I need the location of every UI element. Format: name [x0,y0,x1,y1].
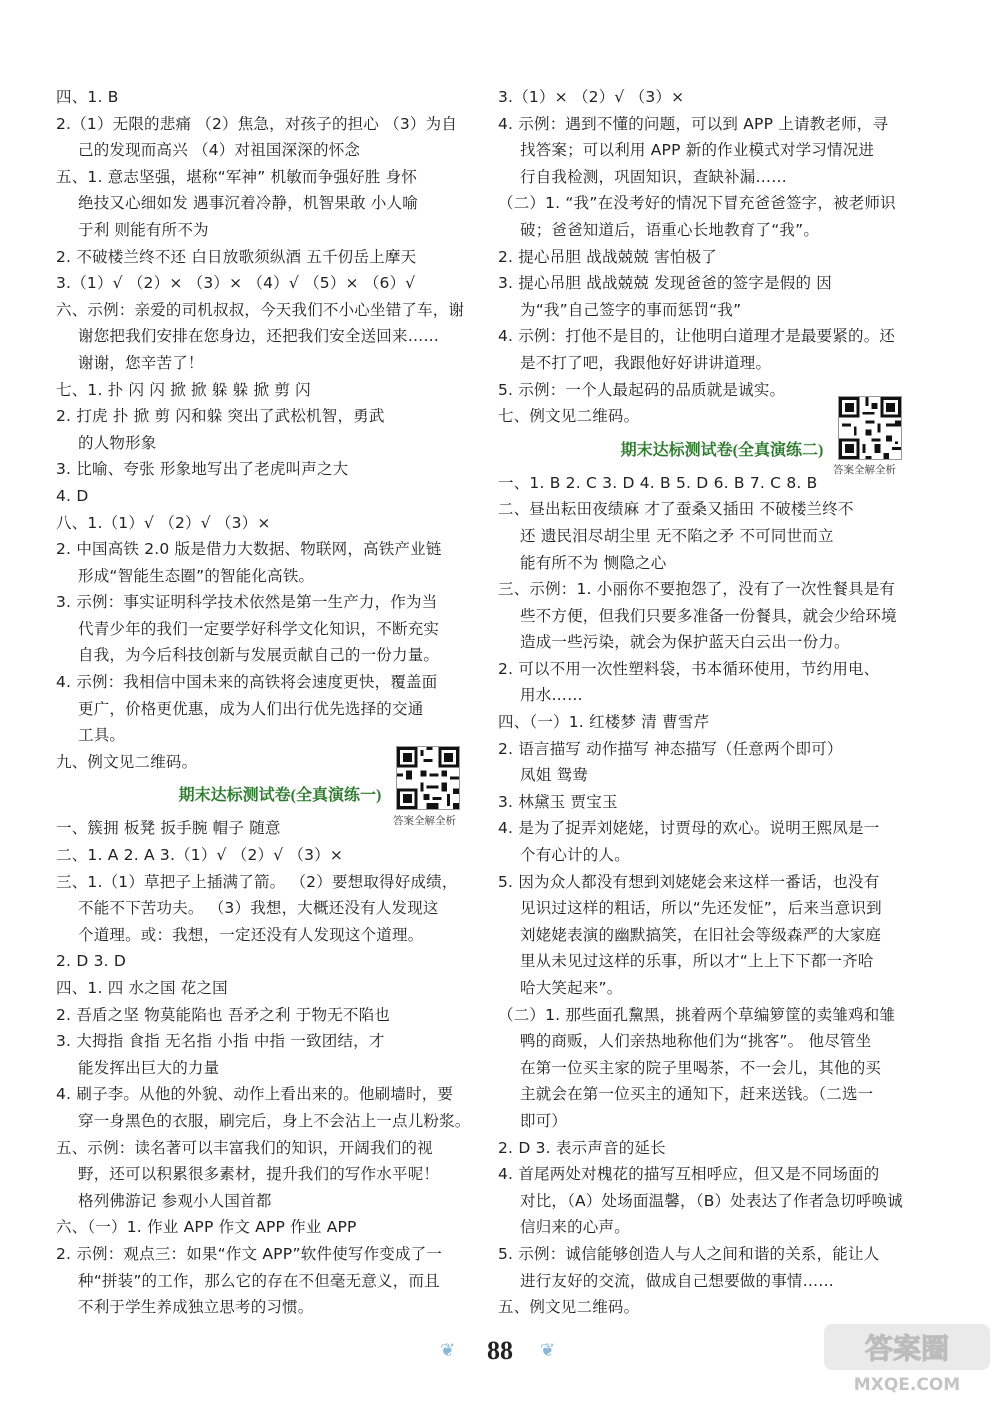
answer-line: 个道理。或：我想，一定还没有人发现这个道理。 [78,925,424,944]
qr-caption: 答案全解全析 [833,464,896,476]
answer-line: 2. 提心吊胆 战战兢兢 害怕极了 [498,247,717,266]
answer-line: 是不打了吧，我跟他好好讲讲道理。 [520,353,772,372]
answer-line: 4. D [56,486,89,505]
answer-line: 己的发现而高兴 （4）对祖国深深的怀念 [78,141,361,160]
answer-line: 4. 示例：打他不是目的，让他明白道理才是最要紧的。还 [498,327,896,346]
answer-line: 三、示例：1. 小丽你不要抱怨了，没有了一次性餐具是有 [498,580,896,599]
answer-line: 谢您把我们安排在您身边，还把我们安全送回来…… [78,327,440,346]
svg-text:MXQE.COM: MXQE.COM [853,1375,961,1395]
answer-line: 3.（1）√ （2）× （3）× （4）√ （5）× （6）√ [56,274,416,293]
answer-line: 五、1. 意志坚强，堪称“军神” 机敏而争强好胜 身怀 [56,167,418,186]
answer-line: 主就会在第一位买主的通知下，赶来送钱。（二选一 [520,1085,874,1104]
watermark-logo [822,1322,992,1396]
qr-code-icon[interactable] [838,396,902,460]
qr-code-icon[interactable] [396,746,460,810]
answer-line: 5. 示例：一个人最起码的品质就是诚实。 [498,380,786,399]
answer-line: 一、1. B 2. C 3. D 4. B 5. D 6. B 7. C 8. B [498,473,818,492]
answer-line: 绝技又心细如发 遇事沉着冷静，机智果敢 小人喻 [78,194,418,213]
answer-line: 八、1.（1）√ （2）√ （3）× [56,513,271,532]
answer-line: 2. 打虎 扑 掀 剪 闪和躲 突出了武松机智，勇武 [56,407,385,426]
answer-line: 五、例文见二维码。 [498,1298,640,1317]
answer-line: 鸭的商贩，人们亲热地称他们为“挑客”。 他尽管坐 [520,1032,872,1051]
qr-caption: 答案全解全析 [393,815,456,827]
answer-line: 行自我检测，巩固知识，查缺补漏…… [520,167,787,186]
answer-line: （二）1. 那些面孔黧黑，挑着两个草编箩筐的卖雏鸡和雏 [498,1005,896,1024]
answer-line: 四、（一）1. 红楼梦 清 曹雪芹 [498,713,710,732]
answer-block [498,84,946,430]
answer-line: 代青少年的我们一定要学好科学文化知识，不断充实 [78,619,440,638]
answer-line: 的人物形象 [78,433,157,452]
answer-line: 2. D 3. 表示声音的延长 [498,1138,666,1157]
answer-line: 3. 大拇指 食指 无名指 小指 中指 一致团结，才 [56,1032,385,1051]
answer-block [56,84,504,775]
answer-line: 2. 示例：观点三：如果“作文 APP”软件使写作变成了一 [56,1244,443,1263]
answer-line: 为“我”自己签字的事而惩罚“我” [520,300,742,319]
answer-line: 五、示例：读名著可以丰富我们的知识，开阔我们的视 [56,1138,433,1157]
answer-line: 2. 可以不用一次性塑料袋，书本循环使用，节约用电、 [498,659,880,678]
answer-line: 2. 吾盾之坚 物莫能陷也 吾矛之利 于物无不陷也 [56,1005,390,1024]
answer-line: 谢谢，您辛苦了！ [78,353,204,372]
answer-line: 2.（1）无限的悲痛 （2）焦急，对孩子的担心 （3）为自 [56,114,458,133]
answer-line: 5. 因为众人都没有想到刘姥姥会来这样一番话，也没有 [498,872,880,891]
answer-line: 不利于学生养成独立思考的习惯。 [78,1298,314,1317]
answer-line: 2. 语言描写 动作描写 神态描写（任意两个即可） [498,739,843,758]
left-column [56,84,504,1321]
svg-text:答案圈: 答案圈 [864,1332,950,1365]
answer-line: 形成“智能生态圈”的智能化高铁。 [78,566,315,585]
answer-line: 九、例文见二维码。 [56,752,198,771]
answer-line: 3.（1）× （2）√ （3）× [498,88,685,106]
answer-line: 穿一身黑色的衣服，刷完后，身上不会沾上一点儿粉浆。 [78,1111,471,1130]
answer-line: 刘姥姥表演的幽默搞笑，在旧社会等级森严的大家庭 [520,925,882,944]
answer-line: 格列佛游记 参观小人国首都 [78,1191,272,1210]
answer-line: 用水…… [520,686,583,705]
answer-line: 对比，（A）处场面温馨，（B）处表达了作者急切呼唤诚 [520,1191,903,1210]
answer-line: 工具。 [78,726,126,745]
answer-line: 能有所不为 恻隐之心 [520,553,667,572]
answer-line: 找答案；可以利用 APP 新的作业模式对学习情况进 [520,141,875,160]
answer-line: 3. 比喻、夸张 形象地写出了老虎叫声之大 [56,460,349,479]
answer-line: 七、1. 扑 闪 闪 掀 掀 躲 躲 掀 剪 闪 [56,380,311,399]
answer-line: 三、1.（1）草把子上插满了箭。 （2）要想取得好成绩， [56,872,458,891]
right-column [498,84,946,1321]
answer-line: 二、1. A 2. A 3.（1）√ （2）√ （3）× [56,846,344,865]
answer-line: 能发挥出巨大的力量 [78,1058,220,1077]
answer-line: 六、（一）1. 作业 APP 作文 APP 作业 APP [56,1218,357,1237]
answer-line: 四、1. B [56,88,119,106]
answer-line: 些不方便，但我们只要多准备一份餐具，就会少给环境 [520,606,897,625]
answer-line: 在第一位买主家的院子里喝茶，不一会儿，其他的买 [520,1058,882,1077]
answer-line: 于利 则能有所不为 [78,220,209,239]
answer-line: 3. 林黛玉 贾宝玉 [498,792,618,811]
answer-line: 4. 示例：遇到不懂的问题，可以到 APP 上请教老师，寻 [498,114,889,133]
answer-line: 里从未见过这样的乐事，所以才“上上下下都一齐哈 [520,952,874,971]
answer-line: 七、例文见二维码。 [498,407,640,426]
answer-line: 还 遗民泪尽胡尘里 无不陷之矛 不可同世而立 [520,526,834,545]
answer-line: 进行友好的交流，做成自己想要做的事情…… [520,1271,835,1290]
answer-line: 4. 首尾两处对槐花的描写互相呼应，但又是不同场面的 [498,1165,880,1184]
answer-line: 不能不下苦功夫。 （3）我想，大概还没有人发现这 [78,899,439,918]
answer-line: 四、1. 四 水之国 花之国 [56,979,228,997]
answer-line: 3. 提心吊胆 战战兢兢 发现爸爸的签字是假的 因 [498,274,832,293]
answer-line: 凤姐 鸳鸯 [520,766,588,785]
answer-line: 2. 不破楼兰终不还 白日放歌须纵酒 五千仞岳上摩天 [56,247,417,266]
answer-line: 3. 示例：事实证明科学技术依然是第一生产力，作为当 [56,593,438,612]
answer-line: 4. 示例：我相信中国未来的高铁将会速度更快，覆盖面 [56,673,438,692]
answer-line: 更广，价格更优惠，成为人们出行优先选择的交通 [78,699,424,718]
answer-block [56,815,504,1320]
answer-line: 种“拼装”的工作，那么它的存在不但毫无意义，而且 [78,1271,440,1290]
page-number: 88 [487,1336,513,1365]
leaf-decoration-icon: ❦ [440,1340,456,1361]
answer-line: 2. 中国高铁 2.0 版是借力大数据、物联网，高铁产业链 [56,540,442,559]
answer-line: 个有心计的人。 [520,846,630,865]
answer-line: 4. 刷子李。从他的外貌、动作上看出来的。他刷墙时，要 [56,1085,454,1104]
answer-line: 六、示例：亲爱的司机叔叔，今天我们不小心坐错了车，谢 [56,300,465,319]
answer-line: 野，还可以积累很多素材，提升我们的写作水平呢！ [78,1165,440,1184]
answer-line: （二）1. “我”在没考好的情况下冒充爸爸签字，被老师识 [498,194,896,213]
answer-line: 哈大笑起来”。 [520,979,623,997]
answer-line: 造成一些污染，就会为保护蓝天白云出一份力。 [520,633,850,652]
section-title-exam-1: 期末达标测试卷(全真演练一) [178,787,382,805]
answer-line: 4. 是为了捉弄刘姥姥，讨贾母的欢心。说明王熙凤是一 [498,819,880,838]
answer-line: 破；爸爸知道后，语重心长地教育了“我”。 [520,220,820,239]
answer-block [498,470,946,1321]
answer-line: 见识过这样的粗话，所以“先还发怔”，后来当意识到 [520,899,882,918]
answer-line: 一、簇拥 板凳 扳手腕 帽子 随意 [56,819,281,838]
answer-line: 2. D 3. D [56,952,127,971]
answer-line: 即可） [520,1111,568,1130]
section-title-exam-2: 期末达标测试卷(全真演练二) [620,441,824,459]
answer-line: 信归来的心声。 [520,1218,630,1237]
answer-line: 5. 示例：诚信能够创造人与人之间和谐的关系，能让人 [498,1244,880,1263]
answer-line: 二、昼出耘田夜绩麻 才了蚕桑又插田 不破楼兰终不 [498,500,854,519]
answer-line: 自我，为今后科技创新与发展贡献自己的一份力量。 [78,646,440,665]
leaf-decoration-icon: ❦ [540,1340,556,1361]
